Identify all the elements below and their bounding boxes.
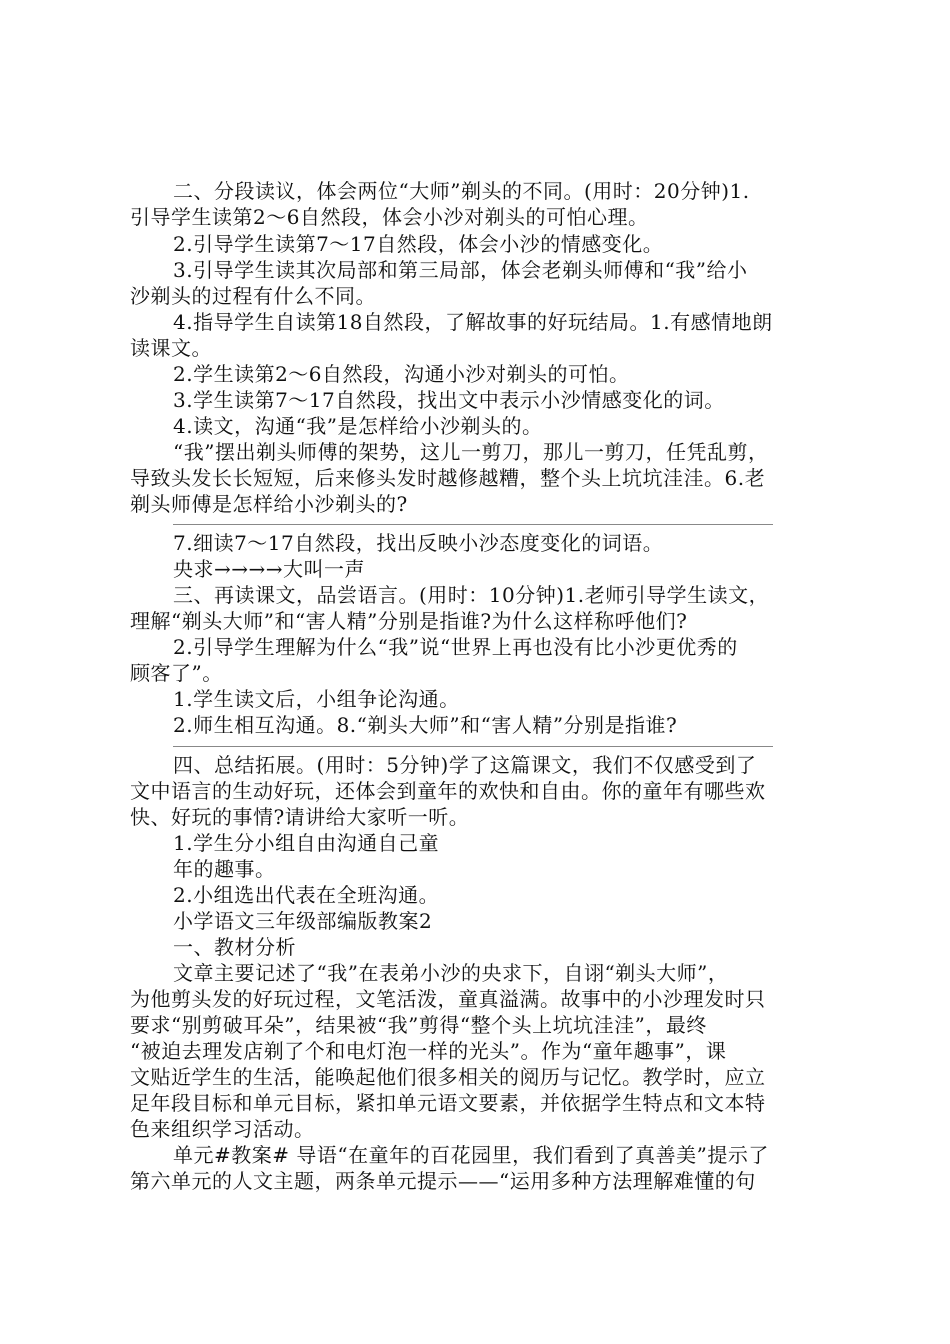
text-line: 足年段目标和单元目标，紧扣单元语文要素，并依据学生特点和文本特 [130, 1091, 766, 1115]
text-line: 3.引导学生读其次局部和第三局部，体会老剃头师傅和“我”给小 [173, 258, 748, 282]
text-line: 四、总结拓展。(用时：5分钟)学了这篇课文，我们不仅感受到了 [173, 753, 757, 777]
text-line: 文贴近学生的生活，能唤起他们很多相关的阅历与记忆。教学时，应立 [130, 1065, 766, 1089]
text-line: 读课文。 [130, 336, 212, 360]
text-line: 央求→→→→大叫一声 [173, 557, 366, 581]
text-line: 二、分段读议，体会两位“大师”剃头的不同。(用时：20分钟)1. [173, 179, 750, 203]
text-line: 为他剪头发的好玩过程，文笔活泼，童真溢满。故事中的小沙理发时只 [130, 987, 766, 1011]
text-line: 顾客了”。 [130, 661, 223, 685]
text-line: 快、好玩的事情?请讲给大家听一听。 [130, 805, 470, 829]
text-line: 2.引导学生读第7～17自然段，体会小沙的情感变化。 [173, 232, 664, 256]
text-line: 引导学生读第2～6自然段，体会小沙对剃头的可怕心理。 [130, 205, 649, 229]
text-line: 理解“剃头大师”和“害人精”分别是指谁?为什么这样称呼他们? [130, 609, 688, 633]
text-line: 3.学生读第7～17自然段，找出文中表示小沙情感变化的词。 [173, 388, 725, 412]
text-line: 7.细读7～17自然段，找出反映小沙态度变化的词语。 [173, 531, 664, 555]
text-line: 4.读文，沟通“我”是怎样给小沙剃头的。 [173, 414, 543, 438]
text-line: 色来组织学习活动。 [130, 1117, 315, 1141]
text-line: 2.小组选出代表在全班沟通。 [173, 883, 440, 907]
text-line: 导致头发长长短短，后来修头发时越修越糟，整个头上坑坑洼洼。6.老 [130, 466, 766, 490]
text-line: 三、再读课文，品尝语言。(用时：10分钟)1.老师引导学生读文， [173, 583, 770, 607]
text-line: “被迫去理发店剃了个和电灯泡一样的光头”。作为“童年趣事”，课 [130, 1039, 727, 1063]
text-line: 2.学生读第2～6自然段，沟通小沙对剃头的可怕。 [173, 362, 630, 386]
text-line: 小学语文三年级部编版教案2 [173, 909, 433, 933]
text-line: 一、教材分析 [173, 935, 296, 959]
divider-rule [173, 524, 773, 525]
text-line: 文中语言的生动好玩，还体会到童年的欢快和自由。你的童年有哪些欢 [130, 779, 766, 803]
text-line: “我”摆出剃头师傅的架势，这儿一剪刀，那儿一剪刀，任凭乱剪， [173, 440, 769, 464]
text-line: 单元#教案# 导语“在童年的百花园里，我们看到了真善美”提示了 [173, 1143, 769, 1167]
text-line: 剃头师傅是怎样给小沙剃头的? [130, 492, 408, 516]
text-line: 1.学生分小组自由沟通自己童 [173, 831, 440, 855]
text-line: 1.学生读文后，小组争论沟通。 [173, 687, 460, 711]
text-line: 4.指导学生自读第18自然段，了解故事的好玩结局。1.有感情地朗 [173, 310, 773, 334]
text-line: 2.师生相互沟通。8.“剃头大师”和“害人精”分别是指谁? [173, 713, 678, 737]
text-line: 2.引导学生理解为什么“我”说“世界上再也没有比小沙更优秀的 [173, 635, 738, 659]
text-line: 年的趣事。 [173, 857, 276, 881]
divider-rule [173, 746, 773, 747]
text-line: 文章主要记述了“我”在表弟小沙的央求下，自诩“剃头大师”， [173, 961, 729, 985]
text-line: 第六单元的人文主题，两条单元提示——“运用多种方法理解难懂的句 [130, 1169, 756, 1193]
text-line: 要求“别剪破耳朵”，结果被“我”剪得“整个头上坑坑洼洼”，最终 [130, 1013, 707, 1037]
text-line: 沙剃头的过程有什么不同。 [130, 284, 376, 308]
